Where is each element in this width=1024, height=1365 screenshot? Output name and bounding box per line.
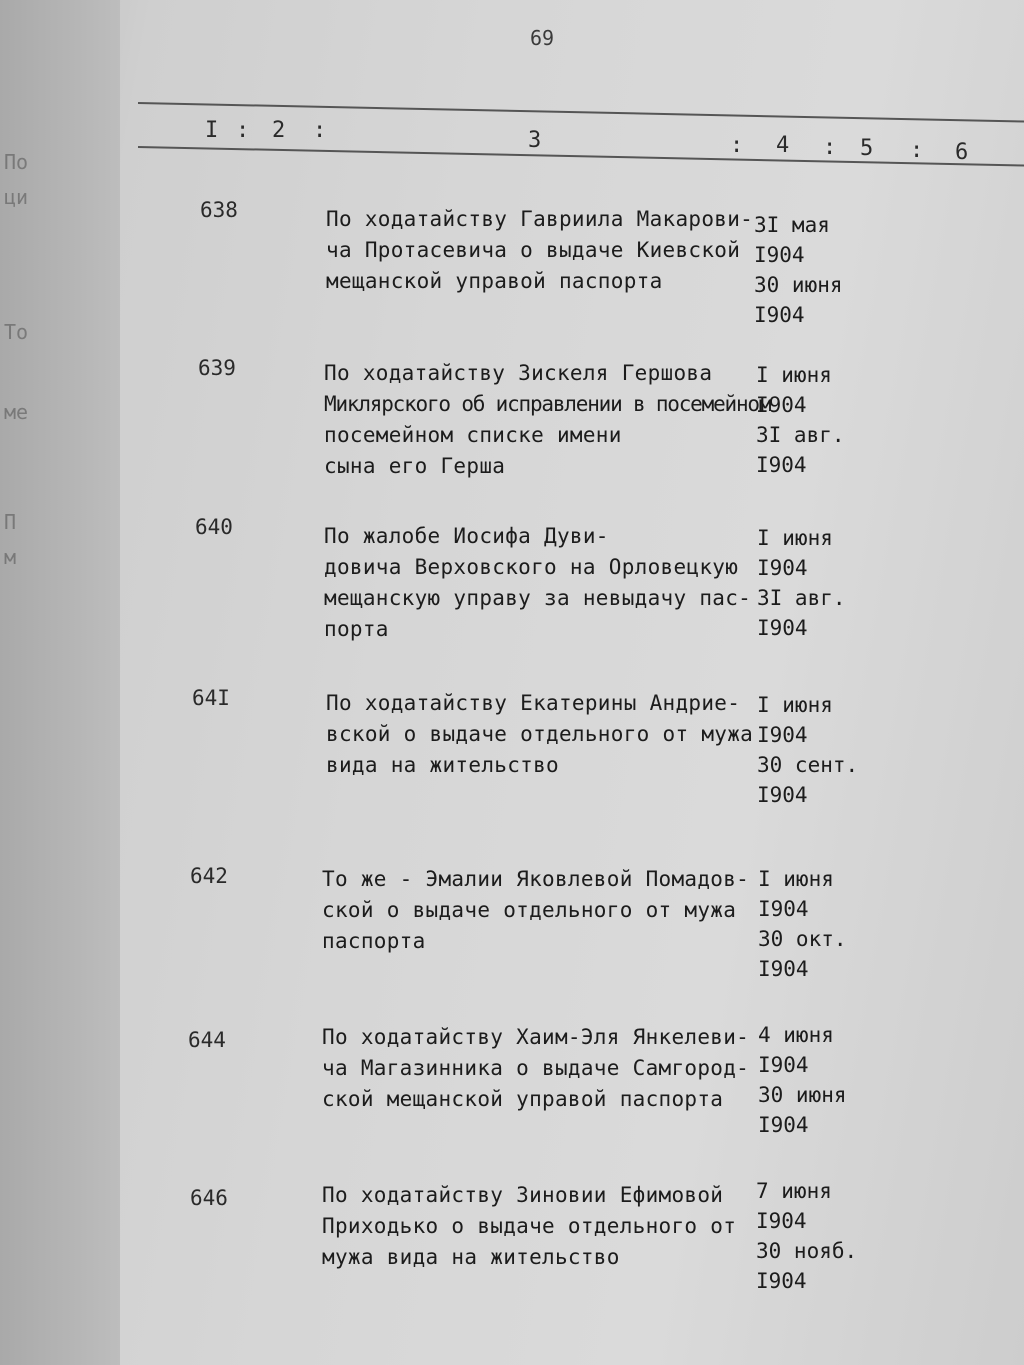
- end-year: I904: [756, 453, 807, 477]
- bleed-mark: П: [4, 510, 17, 534]
- start-year: I904: [754, 243, 805, 267]
- entry-description: [322, 1180, 736, 1273]
- column-number-5: 5: [860, 136, 880, 161]
- entry-number: 64I: [192, 686, 230, 710]
- end-date: 3I авг.: [757, 586, 846, 610]
- description-line: мещанскую управу за невыдачу пас-: [324, 586, 752, 610]
- description-line: вской о выдаче отдельного от мужа: [326, 722, 754, 746]
- bleed-mark: ци: [4, 185, 29, 209]
- end-year: I904: [757, 783, 808, 807]
- description-line: вида на жительство: [326, 753, 559, 777]
- start-year: I904: [757, 556, 808, 580]
- end-year: I904: [756, 1269, 807, 1293]
- start-date: I июня: [757, 526, 833, 550]
- header-rule-bottom: [138, 146, 1024, 167]
- entry-description: [322, 864, 749, 957]
- column-number-3: 3: [528, 128, 548, 153]
- entry-dates: [758, 864, 847, 984]
- entry-number: 638: [200, 198, 238, 222]
- start-year: I904: [756, 1209, 807, 1233]
- column-separator: :: [823, 135, 843, 160]
- entry-dates: [754, 210, 843, 330]
- entry-description: [324, 521, 751, 645]
- description-line: По ходатайству Хаим-Эля Янкелеви-: [322, 1025, 750, 1049]
- entry-dates: [757, 690, 858, 810]
- entry-number: 642: [190, 864, 228, 888]
- end-year: I904: [758, 1113, 809, 1137]
- description-line: ча Магазинника о выдаче Самгород-: [322, 1056, 750, 1080]
- description-line: По ходатайству Гавриила Макарови-: [326, 207, 754, 231]
- end-year: I904: [754, 303, 805, 327]
- end-year: I904: [758, 957, 809, 981]
- end-date: 30 июня: [754, 273, 843, 297]
- end-date: 30 нояб.: [756, 1239, 858, 1263]
- description-line: ской мещанской управой паспорта: [322, 1087, 724, 1111]
- bleed-mark: То: [4, 320, 29, 344]
- end-date: 30 сент.: [757, 753, 859, 777]
- description-line: порта: [324, 617, 389, 641]
- column-number-4: 4: [776, 133, 796, 158]
- description-line: посемейном списке имени: [324, 423, 622, 447]
- column-separator: :: [910, 138, 930, 163]
- end-date: 30 окт.: [758, 927, 847, 951]
- start-date: I июня: [757, 693, 833, 717]
- page-number: 69: [530, 26, 555, 50]
- entry-dates: [758, 1020, 847, 1140]
- entry-description: [326, 204, 753, 297]
- start-year: I904: [756, 393, 807, 417]
- description-line: Приходько о выдаче отдельного от: [322, 1214, 737, 1238]
- description-line: Миклярского об исправлении в посемейном: [324, 392, 771, 416]
- description-line: сына его Герша: [324, 454, 506, 478]
- end-year: I904: [757, 616, 808, 640]
- description-line: По ходатайству Зискеля Гершова: [324, 361, 713, 385]
- entry-number: 639: [198, 356, 236, 380]
- start-date: I июня: [756, 363, 832, 387]
- start-date: 3I мая: [754, 213, 830, 237]
- bleed-mark: По: [4, 150, 29, 174]
- column-separator: :: [313, 118, 333, 143]
- entry-number: 646: [190, 1186, 228, 1210]
- start-date: 7 июня: [756, 1179, 832, 1203]
- start-year: I904: [757, 723, 808, 747]
- column-number-2: 2: [272, 118, 292, 143]
- entry-description: [326, 688, 753, 781]
- description-line: довича Верховского на Орловецкую: [324, 555, 739, 579]
- entry-number: 644: [188, 1028, 226, 1052]
- description-line: мещанской управой паспорта: [326, 269, 663, 293]
- entry-number: 640: [195, 515, 233, 539]
- description-line: То же - Эмалии Яковлевой Помадов-: [322, 867, 750, 891]
- column-number-1: I: [205, 118, 225, 143]
- header-rule-top: [138, 102, 1024, 123]
- description-line: По ходатайству Зиновии Ефимовой: [322, 1183, 724, 1207]
- description-line: мужа вида на жительство: [322, 1245, 620, 1269]
- bleed-mark: м: [4, 545, 17, 569]
- entry-dates: [756, 1176, 857, 1296]
- entry-dates: [757, 523, 846, 643]
- description-line: По жалобе Иосифа Дуви-: [324, 524, 609, 548]
- start-year: I904: [758, 897, 809, 921]
- description-line: ской о выдаче отдельного от мужа: [322, 898, 737, 922]
- description-line: По ходатайству Екатерины Андрие-: [326, 691, 741, 715]
- column-number-6: 6: [955, 140, 975, 165]
- bleed-mark: ме: [4, 400, 29, 424]
- entry-dates: [756, 360, 845, 480]
- end-date: 30 июня: [758, 1083, 847, 1107]
- start-year: I904: [758, 1053, 809, 1077]
- entry-description: [324, 358, 770, 482]
- column-separator: :: [236, 118, 256, 143]
- start-date: 4 июня: [758, 1023, 834, 1047]
- entry-description: [322, 1022, 749, 1115]
- description-line: паспорта: [322, 929, 426, 953]
- start-date: I июня: [758, 867, 834, 891]
- description-line: ча Протасевича о выдаче Киевской: [326, 238, 741, 262]
- end-date: 3I авг.: [756, 423, 845, 447]
- column-separator: :: [730, 133, 750, 158]
